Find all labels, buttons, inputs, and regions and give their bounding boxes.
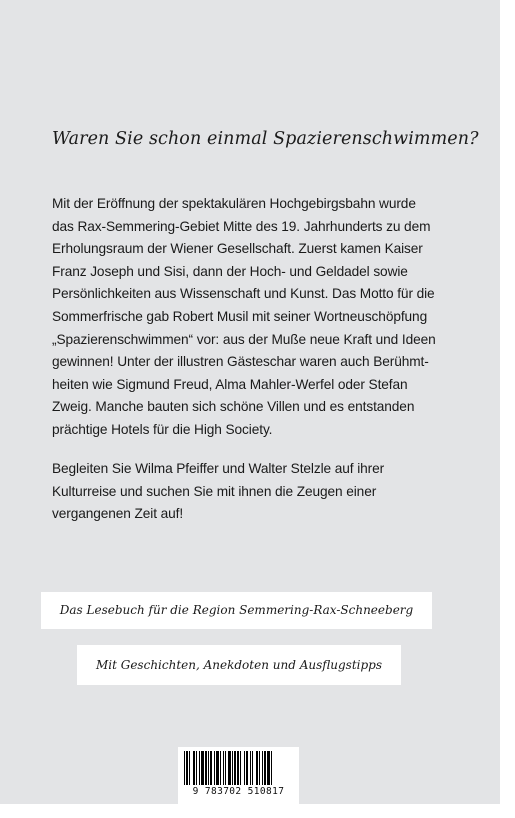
barcode-bar <box>201 751 204 785</box>
barcode-bar <box>210 751 212 785</box>
barcode-bar <box>196 751 197 785</box>
isbn-digits: 9 783702 510817 <box>192 786 285 797</box>
blurb-line: Begleiten Sie Wilma Pfeiffer und Walter Stelzle auf ihrer <box>52 461 385 476</box>
barcode-bar <box>225 751 226 785</box>
barcode-bar <box>267 751 270 785</box>
barcode-bars <box>184 751 293 785</box>
blurb-line: das Rax-Semmering-Gebiet Mitte des 19. Jahrhunderts zu dem <box>52 218 431 234</box>
barcode-bar <box>246 751 248 785</box>
tagline-box-contents: Mit Geschichten, Anekdoten und Ausflugstipps <box>77 645 401 685</box>
barcode-bar <box>214 751 215 785</box>
blurb-line: Kulturreise und suchen Sie mit ihnen die Zeugen einer <box>52 483 377 499</box>
isbn-barcode <box>178 747 299 804</box>
blurb-line: Mit der Eröffnung der spektakulären Hochgebirgsbahn wurde <box>52 196 416 211</box>
blurb-line: gewinnen! Unter der illustren Gästeschar waren auch Berühmt- <box>52 354 429 370</box>
barcode-bar <box>250 751 251 785</box>
cover-headline: Waren Sie schon einmal Spazierenschwimmen? <box>52 129 479 149</box>
barcode-bar <box>189 751 190 785</box>
blurb-paragraph-1 <box>52 193 452 442</box>
barcode-bar <box>237 751 239 785</box>
barcode-bar <box>205 751 207 785</box>
blurb-line: heiten wie Sigmund Freud, Alma Mahler-Werfel oder Stefan <box>52 376 408 392</box>
barcode-bar <box>256 751 258 785</box>
blurb-line: Persönlichkeiten aus Wissenschaft und Kunst. Das Motto für die <box>52 286 435 302</box>
blurb-line: Erholungsraum der Wiener Gesellschaft. Zuerst kamen Kaiser <box>52 241 423 257</box>
blurb-paragraph-2 <box>52 458 452 526</box>
barcode-bar <box>264 751 266 785</box>
barcode-bar <box>234 751 236 785</box>
barcode-bar <box>262 751 263 785</box>
blurb-line: Zweig. Manche bauten sich schöne Villen und es entstanden <box>52 399 415 415</box>
barcode-bar <box>252 751 253 785</box>
barcode-bar <box>232 751 233 785</box>
blurb-line: prächtige Hotels für die High Society. <box>52 421 273 437</box>
barcode-bar <box>223 751 224 785</box>
barcode-bar <box>208 751 209 785</box>
barcode-bar <box>228 751 231 785</box>
tagline-box-region: Das Lesebuch für die Region Semmering-Rax-Schneeberg <box>41 592 432 629</box>
barcode-bar <box>186 751 188 785</box>
barcode-bar <box>184 751 185 785</box>
barcode-bar <box>271 751 272 785</box>
barcode-bar <box>220 751 221 785</box>
blurb-line: Sommerfrische gab Robert Musil mit seiner Wortneuschöpfung <box>52 308 428 324</box>
blurb-line: Franz Joseph und Sisi, dann der Hoch- und Geldadel sowie <box>52 263 408 279</box>
barcode-bar <box>240 751 241 785</box>
barcode-bar <box>259 751 260 785</box>
barcode-bar <box>244 751 245 785</box>
barcode-bar <box>216 751 219 785</box>
blurb-line: „Spazierenschwimmen“ vor: aus der Muße neue Kraft und Ideen <box>52 331 436 347</box>
blurb-line: vergangenen Zeit auf! <box>52 506 184 522</box>
barcode-bar <box>199 751 200 785</box>
barcode-bar <box>193 751 195 785</box>
